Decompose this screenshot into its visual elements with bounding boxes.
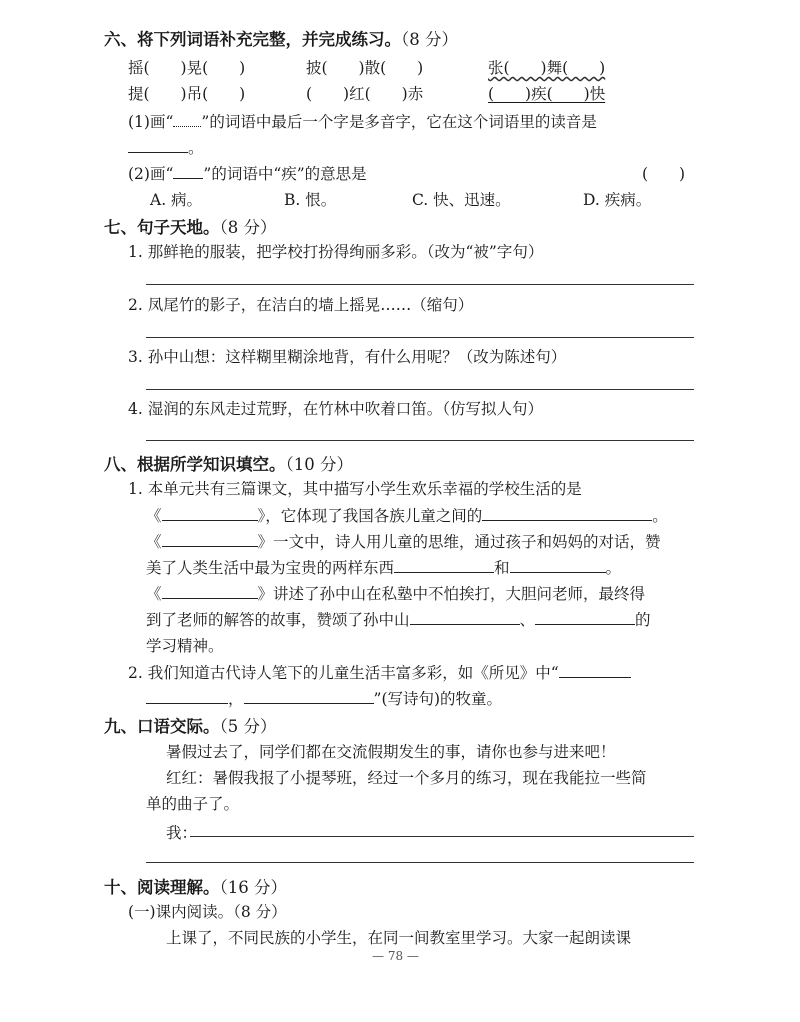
fill-line-6: 到了老师的解答的故事，赞颂了孙中山 、 的 bbox=[146, 611, 651, 629]
answer-paren[interactable]: ( ) bbox=[642, 165, 686, 183]
fill-line-7: 学习精神。 bbox=[146, 637, 224, 655]
dialog-honghong: 红红：暑假我报了小提琴班，经过一个多月的练习，现在我能拉一些简 bbox=[166, 769, 647, 787]
word-3-wavy: 张( )舞( ) bbox=[488, 59, 606, 77]
question-6-1: (1)画“ ”的词语中最后一个字是多音字，它在这个词语里的读音是 bbox=[128, 113, 597, 131]
answer-line-4[interactable] bbox=[146, 440, 694, 441]
answer-line-3[interactable] bbox=[146, 389, 694, 390]
page-number: — 78 — bbox=[372, 949, 419, 963]
section-10-heading: 十、阅读理解。（16 分） bbox=[104, 878, 287, 897]
answer-line-2[interactable] bbox=[146, 337, 694, 338]
dialog-me-label: 我： bbox=[166, 824, 198, 842]
word-1: 摇( )晃( ) bbox=[128, 59, 246, 77]
answer-line-me-2[interactable] bbox=[146, 862, 694, 863]
word-2: 披( )散( ) bbox=[306, 59, 424, 77]
sentence-3: 3. 孙中山想：这样糊里糊涂地背，有什么用呢？（改为陈述句） bbox=[128, 348, 567, 366]
question-6-2: (2)画“ ”的词语中“疾”的意思是 bbox=[128, 165, 367, 183]
sentence-1: 1. 那鲜艳的服装，把学校打扮得绚丽多彩。（改为“被”字句） bbox=[128, 243, 544, 261]
word-4: 提( )吊( ) bbox=[128, 85, 246, 103]
section-8-heading: 八、根据所学知识填空。（10 分） bbox=[104, 455, 353, 474]
word-5: ( )红( )赤 bbox=[306, 85, 424, 103]
option-b: B. 恨。 bbox=[284, 191, 337, 209]
section-7-heading: 七、句子天地。（8 分） bbox=[104, 218, 277, 237]
dialog-intro: 暑假过去了，同学们都在交流假期发生的事，请你也参与进来吧！ bbox=[166, 743, 616, 761]
section-6-heading: 六、将下列词语补充完整，并完成练习。（8 分） bbox=[104, 30, 458, 49]
answer-line-1[interactable] bbox=[146, 284, 694, 285]
reading-passage: 上课了，不同民族的小学生，在同一间教室里学习。大家一起朗读课 bbox=[166, 929, 632, 947]
fill-line-2: 《 》，它体现了我国各族儿童之间的 。 bbox=[146, 507, 668, 525]
answer-6-1[interactable]: 。 bbox=[128, 136, 204, 158]
fill-line-8: 2. 我们知道古代诗人笔下的儿童生活丰富多彩，如《所见》中“ bbox=[128, 661, 631, 683]
sentence-4: 4. 湿润的东风走过荒野，在竹林中吹着口笛。（仿写拟人句） bbox=[128, 400, 543, 418]
fill-line-9: ， ”(写诗句)的牧童。 bbox=[146, 687, 502, 709]
option-c: C. 快、迅速。 bbox=[412, 191, 511, 209]
subsection-heading: (一)课内阅读。（8 分） bbox=[128, 903, 287, 921]
sentence-2: 2. 凤尾竹的影子，在洁白的墙上摇晃……（缩句） bbox=[128, 296, 474, 314]
word-6-underlined: ( )疾( )快 bbox=[488, 85, 606, 103]
fill-line-1: 1. 本单元共有三篇课文，其中描写小学生欢乐幸福的学校生活的是 bbox=[128, 480, 582, 498]
answer-line-me[interactable] bbox=[190, 836, 694, 837]
section-9-heading: 九、口语交际。（5 分） bbox=[104, 717, 277, 736]
dialog-honghong-cont: 单的曲子了。 bbox=[146, 795, 240, 813]
fill-line-4: 美了人类生活中最为宝贵的两样东西 和 。 bbox=[146, 559, 622, 577]
option-a: A. 病。 bbox=[150, 191, 203, 209]
fill-line-5: 《 》讲述了孙中山在私塾中不怕挨打，大胆问老师，最终得 bbox=[146, 585, 646, 603]
fill-line-3: 《 》一文中，诗人用儿童的思维，通过孩子和妈妈的对话，赞 bbox=[146, 533, 661, 551]
option-d: D. 疾病。 bbox=[583, 191, 652, 209]
